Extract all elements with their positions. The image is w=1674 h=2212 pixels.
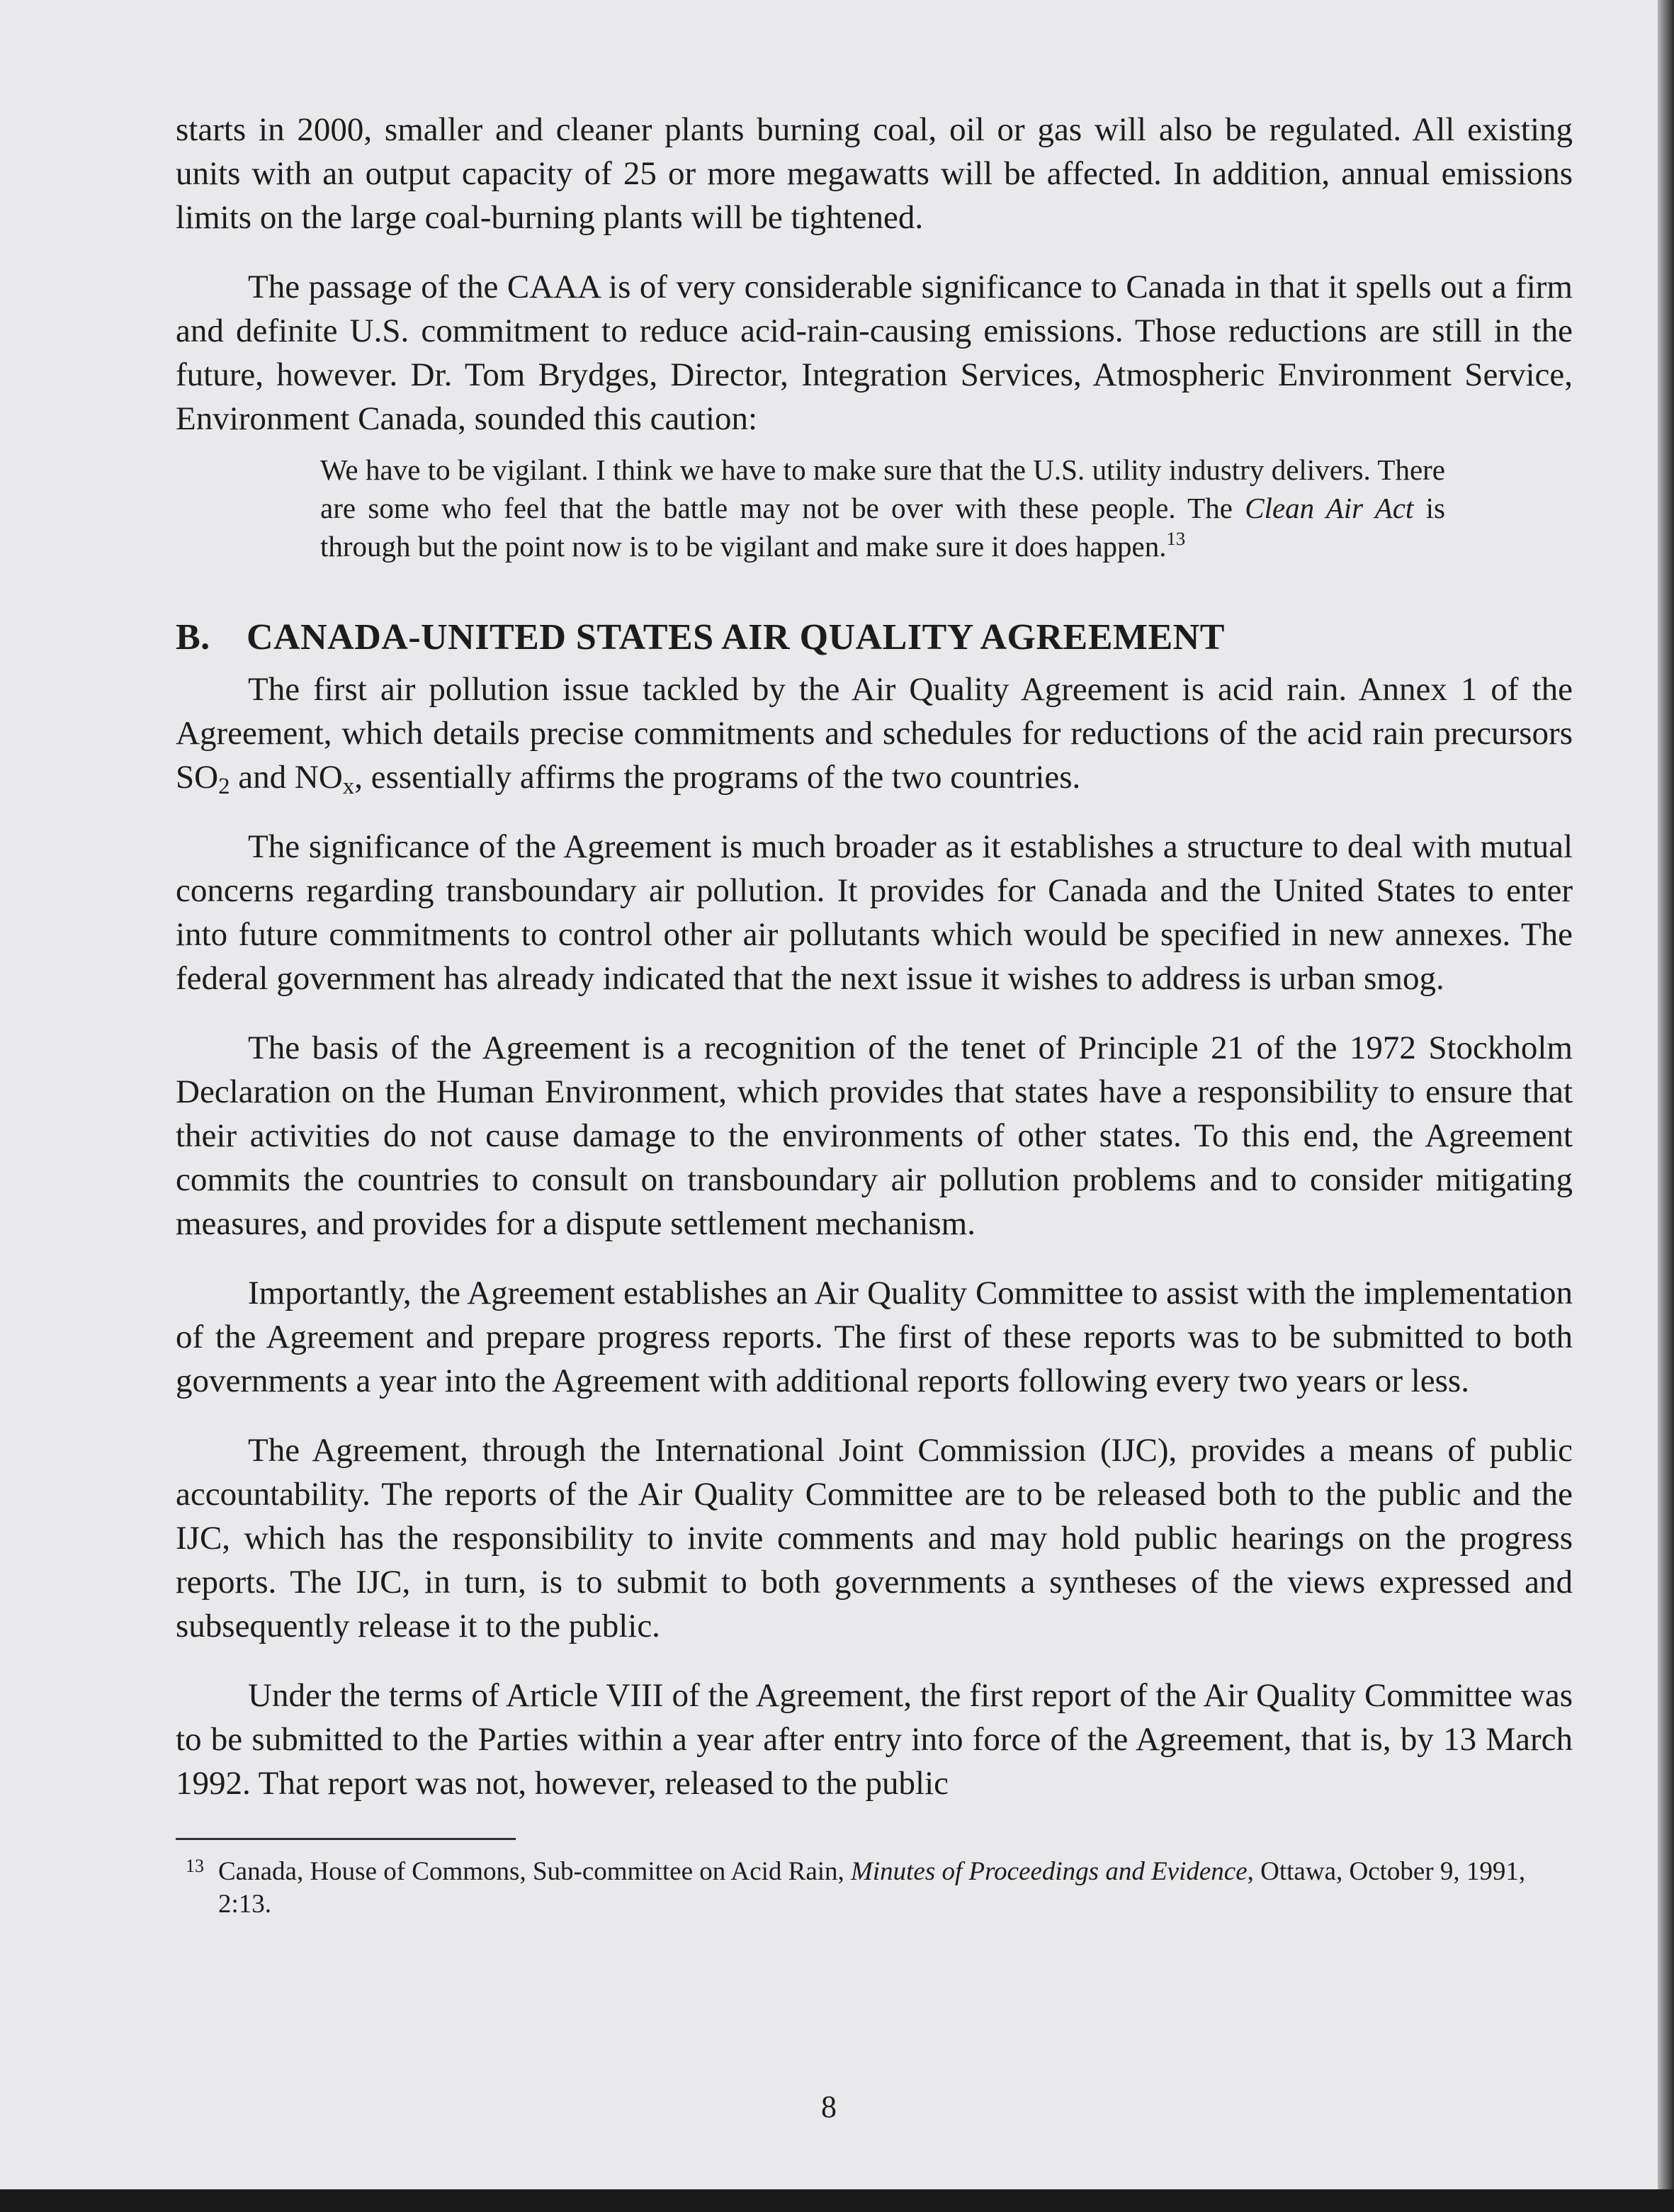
section-heading — [176, 615, 1573, 660]
page-shadow-right — [1658, 0, 1674, 2212]
subscript: 2 — [218, 774, 230, 800]
paragraph-public-accountability: The Agreement, through the International Joint Commission (IJC), provides a means of public accountability. The reports of the Air Quality Committee are to be released both to the public and the IJC, which has the responsibility to invite comments and may hold public hearings on the progress reports. The IJC, in turn, is to submit to both governments a syntheses of the views expressed and subsequently release it to the public. — [176, 1432, 1573, 1644]
paragraph-caaa-significance: The passage of the CAAA is of very considerable significance to Canada in that it spells out a firm and definite U.S. commitment to reduce acid-rain-causing emissions. Those reductions are still in the future, however. Dr. Tom Brydges, Director, Integration Services, Atmospheric Environment Service, Environment Canada, sounded this caution: — [176, 269, 1573, 437]
block-quote — [320, 451, 1445, 565]
quote-text-2: is through but the point now is to be vigilant and make sure it does happen. — [320, 492, 1445, 563]
text-run: and NO — [230, 759, 343, 796]
paragraph-continued: starts in 2000, smaller and cleaner plants burning coal, oil or gas will also be regulated. All existing units with an output capacity of 25 or more megawatts will be affected. In addition, annual emissions limits on the large coal-burning plants will be tightened. — [176, 111, 1573, 236]
subscript: x — [342, 774, 355, 800]
footnote-text-1: Canada, House of Commons, Sub-committee on Acid Rain, — [218, 1857, 852, 1886]
text-run: The first air pollution issue tackled by the Air Quality Agreement is acid rain. Annex 1 of the Agreement, which details precise commitments and schedules for reductions of the acid rain precursors SO — [176, 671, 1573, 796]
section-number: B. — [176, 617, 210, 658]
paragraph-agreement-basis: The basis of the Agreement is a recognition of the tenet of Principle 21 of the 1972 Stockholm Declaration on the Human Environment, which provides that states have a responsibility to ensure that their activities do not cause damage to the environments of other states. To this end, the Agreement commits the countries to consult on transboundary air pollution problems and to consider mitigating measures, and provides for a dispute settlement mechanism. — [176, 1029, 1573, 1242]
text-run: , essentially affirms the programs of the two countries. — [354, 759, 1081, 796]
section-title: CANADA-UNITED STATES AIR QUALITY AGREEMENT — [247, 617, 1225, 658]
quote-text-1: We have to be vigilant. I think we have to make sure that the U.S. utility industry delivers. There are some who feel that the battle may not be over with these people. The — [320, 453, 1445, 524]
paragraph-article-viii: Under the terms of Article VIII of the Agreement, the first report of the Air Quality Committee was to be submitted to the Parties within a year after entry into force of the Agreement, that is, by 13 March 1992. That report was not, however, released to the public — [176, 1677, 1573, 1802]
paragraph-air-quality-committee: Importantly, the Agreement establishes an Air Quality Committee to assist with the implementation of the Agreement and prepare progress reports. The first of these reports was to be submitted to both governments a year into the Agreement with additional reports following every two years or less. — [176, 1275, 1573, 1399]
quote-italic-title: Clean Air Act — [1245, 492, 1414, 524]
footnote-mark: 13 — [186, 1856, 204, 1876]
paragraph-acid-rain — [176, 667, 1573, 799]
page-number: 8 — [821, 2089, 837, 2124]
footnote — [176, 1856, 1573, 1921]
footnote-text-2: , Ottawa, October 9, 1991, 2:13. — [218, 1857, 1526, 1919]
page-shadow-bottom — [0, 2189, 1674, 2212]
footnote-divider — [176, 1838, 516, 1840]
paragraph-agreement-significance: The significance of the Agreement is much broader as it establishes a structure to deal with mutual concerns regarding transboundary air pollution. It provides for Canada and the United States to enter into future commitments to control other air pollutants which would be specified in new annexes. The federal government has already indicated that the next issue it wishes to address is urban smog. — [176, 828, 1573, 997]
footnote-italic-title: Minutes of Proceedings and Evidence — [851, 1857, 1248, 1886]
page-body — [176, 108, 1573, 1921]
footnote-reference: 13 — [1166, 528, 1186, 550]
